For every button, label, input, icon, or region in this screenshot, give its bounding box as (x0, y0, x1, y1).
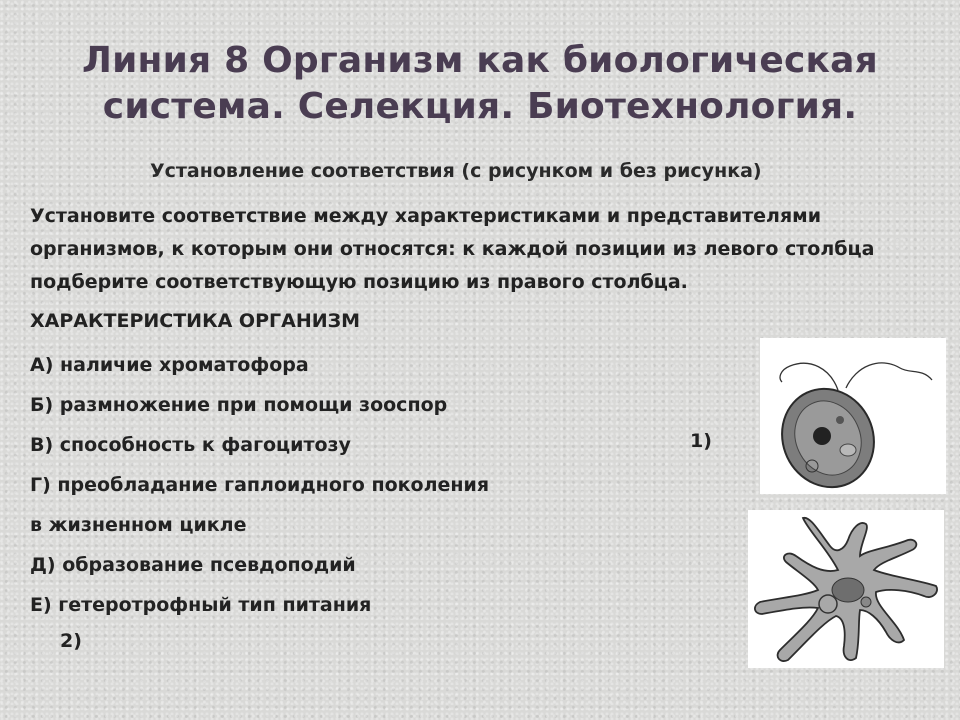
list-item: Б) размножение при помощи зооспор (30, 394, 448, 416)
amoeba-svg (748, 510, 944, 668)
list-item: Г) преобладание гаплоидного поколения (30, 474, 490, 496)
list-item: Е) гетеротрофный тип питания (30, 594, 372, 616)
list-item: А) наличие хроматофора (30, 354, 309, 376)
list-item: В) способность к фагоцитозу (30, 434, 351, 456)
columns-header: ХАРАКТЕРИСТИКА ОРГАНИЗМ (30, 310, 361, 332)
organism-option-1: 1) (690, 430, 712, 452)
task-type-subtitle: Установление соответствия (с рисунком и без рисунка) (150, 160, 762, 182)
slide-title: Линия 8 Организм как биологическая система. Селекция. Биотехнология. (82, 40, 878, 127)
chlamydomonas-drawing (760, 338, 946, 494)
organism-option-2: 2) (60, 630, 82, 652)
characteristics-list (30, 345, 750, 625)
list-item: в жизненном цикле (30, 514, 247, 536)
task-instruction: Установите соответствие между характеристиками и представителями организмов, к которым они относятся: к каждой позиции из левого столбца подберите соответствующую позицию из правого столбца. (30, 205, 875, 293)
amoeba-drawing (748, 510, 944, 668)
chlamydomonas-svg (760, 338, 946, 494)
list-item: Д) образование псевдоподий (30, 554, 356, 576)
